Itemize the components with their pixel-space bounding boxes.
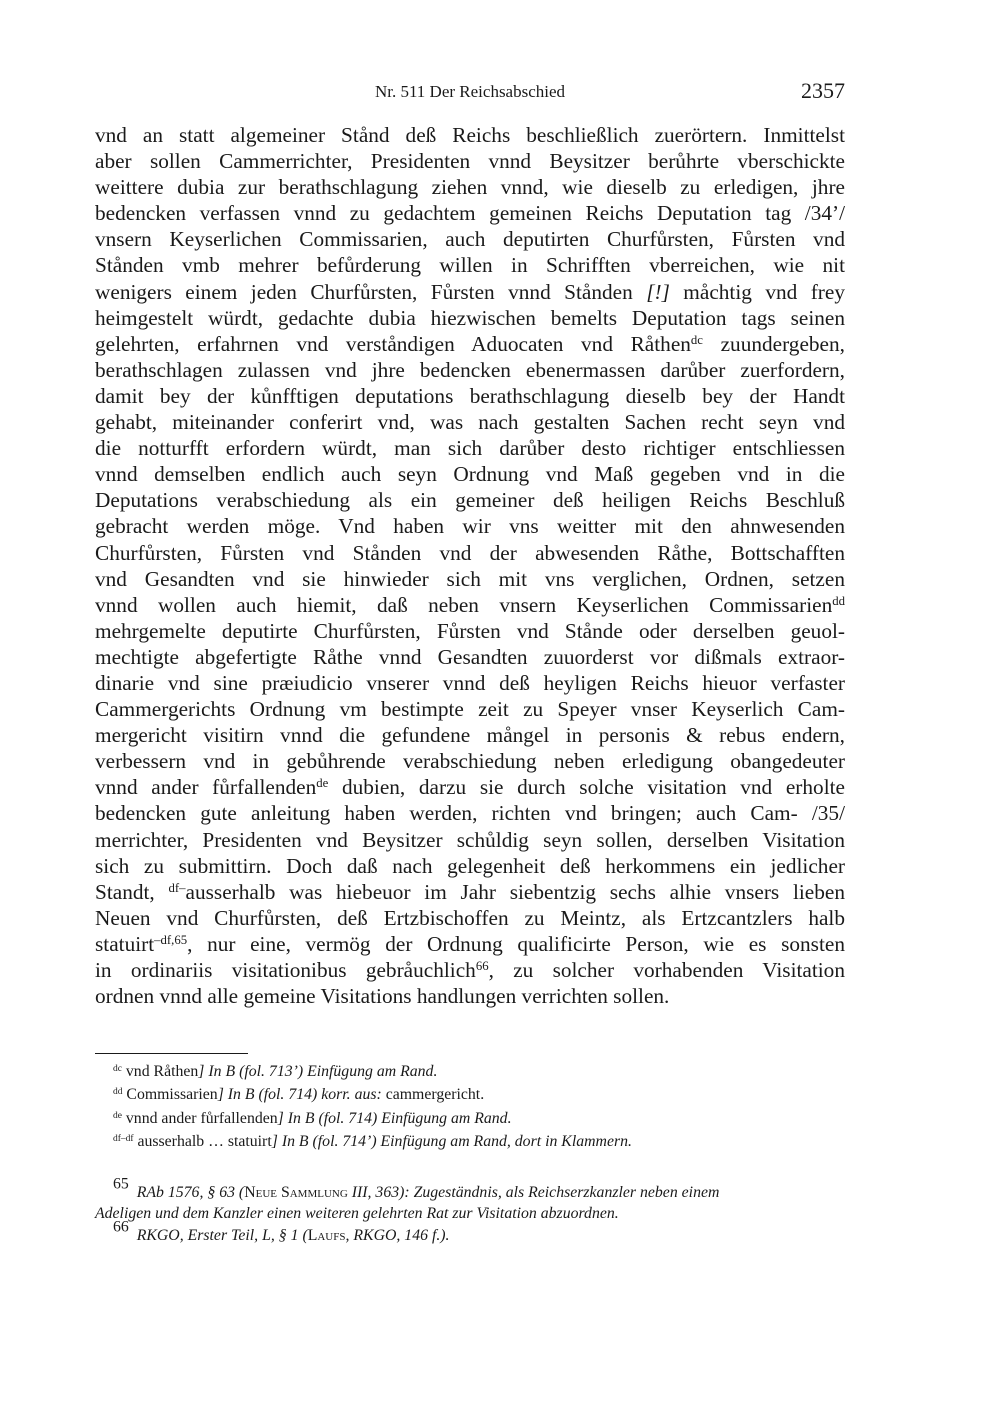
running-title: Nr. 511 Der Reichsabschied: [374, 82, 566, 101]
text-line: weittere dubia zur berathschlagung ziehen vnnd, wie dieselb zu erledigen, jhre: [95, 175, 845, 200]
text-line: merrichter, Presidenten vnd Beysitzer schůldig seyn sollen, derselben Visitation: [95, 827, 845, 852]
text-segment: , nur eine, vermög der Ordnung qualificirte Person, wie es sonsten: [187, 931, 845, 956]
apparatus-reading: cammergericht.: [381, 1086, 485, 1104]
footnote-66: [95, 1217, 845, 1246]
apparatus-mark: df–: [168, 880, 186, 895]
text-line: bedencken verfassen vnnd zu gedachtem gemeinen Reichs Deputation tag /34’/: [95, 201, 845, 226]
footnote-source: Neue Sammlung: [244, 1184, 348, 1201]
page-number: 2357: [801, 78, 845, 103]
text-line: vnnd demselben endlich auch seyn Ordnung vnd Maß gegeben vnd in die: [95, 462, 845, 487]
text-line: damit bey der kůnfftigen deputations berathschlagung dieselb bey der Handt: [95, 383, 845, 408]
text-line: [95, 331, 845, 357]
footnote-rule: [95, 1053, 248, 1054]
apparatus-lemma: ausserhalb … statuirt: [137, 1133, 272, 1151]
text-line: berathschlagen zulassen vnd jhre bedencken ebenermassen darůber zuerfordern,: [95, 357, 845, 382]
apparatus-lemma: Commissarien: [126, 1086, 218, 1104]
text-line: gebracht werden möge. Vnd haben wir vns weitter mit den ahnwesenden: [95, 514, 845, 539]
text-segment: måchtig vnd frey: [669, 279, 845, 304]
apparatus-entry: [95, 1060, 845, 1083]
apparatus-entry: [95, 1107, 845, 1130]
footnote-number: 65: [113, 1175, 129, 1193]
footnote-text: , RKGO, 146 f.).: [345, 1226, 450, 1244]
footnote-65: [95, 1175, 845, 1203]
text-line: [95, 279, 845, 305]
text-line: Stånden vmb mehrer befůrderung willen in Schrifften vberreichen, wie nit: [95, 253, 845, 278]
footnote-source: Laufs: [307, 1226, 346, 1244]
text-line: [95, 879, 845, 905]
text-line: Neuen vnd Churfůrsten, deß Ertzbischoffen zu Meintz, als Ertzcantzlers halb: [95, 905, 845, 930]
text-segment: zuundergeben,: [702, 331, 845, 356]
text-segment: vnnd ander fůrfallenden: [95, 775, 317, 800]
apparatus-note: ] In B (fol. 714’) Einfügung am Rand, dort in Klammern.: [271, 1133, 632, 1151]
text-segment: , zu solcher vorhabenden Visitation: [488, 958, 845, 982]
text-line: ordnen vnnd alle gemeine Visitations handlungen verrichten sollen.: [95, 984, 670, 1009]
critical-apparatus: [95, 1060, 845, 1154]
text-line: vnsern Keyserlichen Commissarien, auch deputirten Churfůrsten, Fůrsten vnd: [95, 227, 845, 252]
text-line: [95, 592, 845, 618]
text-segment: Standt,: [95, 879, 169, 904]
text-line: Churfůrsten, Fůrsten vnd Stånden vnd der abwesenden Råthe, Bottschafften: [95, 540, 845, 565]
text-line: dinarie vnd sine præiudicio vnserer vnnd deß heyligen Reichs hieuor verfaster: [95, 670, 845, 695]
text-line: bedencken gute anleitung haben werden, richten vnd bringen; auch Cam- /35/: [95, 801, 845, 826]
text-segment: wenigers einem jeden Churfůrsten, Fůrsten vnnd Stånden: [95, 279, 647, 304]
text-segment: gelehrten, erfahrnen vnd verståndigen Aduocaten vnd Råthen: [95, 331, 691, 356]
text-line: [95, 931, 845, 957]
text-line: mechtigte abgefertigte Råthe vnnd Gesandten zuuorderst vor dißmals extraor-: [95, 644, 845, 669]
text-segment: in ordinariis visitationibus gebråuchlich: [95, 958, 476, 982]
text-line: sich zu submittirn. Doch daß nach gelegenheit deß herkommens ein jedlicher: [95, 853, 845, 878]
footnote-65-continuation: Adeligen und dem Kanzler einen weiteren gelehrten Rat zur Visitation abzuordnen.: [95, 1205, 619, 1223]
apparatus-note: ] In B (fol. 714) Einfügung am Rand.: [277, 1109, 512, 1127]
text-line: verbessern vnd in gebůhrende verabschiedung neben erledigung obangedeuter: [95, 749, 845, 774]
apparatus-lemma: vnd Råthen: [125, 1063, 199, 1080]
apparatus-mark: dc: [690, 332, 703, 347]
apparatus-note: ] In B (fol. 713’) Einfügung am Rand.: [198, 1063, 438, 1080]
text-line: [95, 957, 845, 983]
text-line: aber sollen Cammerrichter, Presidenten vnnd Beysitzer berůhrte vberschickte: [95, 149, 845, 174]
text-segment: ausserhalb was hiebeuor im Jahr siebentzig sechs alhie vnsers lieben: [185, 879, 845, 904]
apparatus-entry-mark: dc: [113, 1063, 122, 1074]
text-line: die notturfft erfordern würdt, man sich darůber desto richtiger entschliessen: [95, 436, 845, 461]
footnotes: [95, 1175, 845, 1246]
apparatus-entry: [95, 1130, 845, 1153]
text-line: [95, 774, 845, 800]
apparatus-lemma: vnnd ander fůrfallenden: [125, 1109, 278, 1127]
footnote-text: III, 363): Zugeständnis, als Reichserzkanzler neben einem: [347, 1184, 720, 1201]
main-text: [95, 122, 845, 1009]
text-line: Cammergerichts Ordnung vm bestimpte zeit zu Speyer vnser Keyserlich Cam-: [95, 697, 845, 722]
apparatus-entry: [95, 1083, 845, 1106]
text-segment: dubien, darzu sie durch solche visitation vnd erholte: [328, 775, 845, 800]
apparatus-mark: de: [316, 776, 329, 791]
text-line: mehrgemelte deputirte Churfůrsten, Fůrsten vnd Stånde oder derselben geuol-: [95, 618, 845, 643]
text-line: mergericht visitirn vnnd die gefundene mångel in personis & rebus endern,: [95, 723, 845, 748]
apparatus-entry-mark: df–df: [113, 1133, 134, 1144]
text-line: heimgestelt würdt, gedachte dubia hiezwischen bemelts Deputation tags seinen: [95, 305, 845, 330]
apparatus-mark: dd: [832, 593, 845, 608]
footnote-text: RAb 1576, § 63 (: [136, 1184, 245, 1201]
footnote-number: 66: [113, 1217, 129, 1235]
text-line: vnd Gesandten vnd sie hinwieder sich mit vns verglichen, Ordnen, setzen: [95, 566, 845, 591]
editorial-mark: [!]: [646, 279, 670, 304]
apparatus-entry-mark: dd: [113, 1087, 123, 1098]
text-line: Deputations verabschiedung als ein gemeiner deß heiligen Reichs Beschluß: [95, 488, 845, 513]
page-header: [95, 78, 845, 108]
apparatus-mark: –df,65: [154, 932, 188, 947]
apparatus-note: ] In B (fol. 714) korr. aus:: [217, 1086, 382, 1104]
text-line: gehabt, miteinander conferirt vnd, was nach gestalten Sachen recht seyn vnd: [95, 410, 845, 435]
text-segment: statuirt: [95, 931, 155, 956]
text-segment: vnnd wollen auch hiemit, daß neben vnsern Keyserlichen Commissarien: [95, 592, 833, 617]
text-line: vnd an statt algemeiner Stånd deß Reichs beschließlich zuerörtern. Inmittelst: [95, 123, 845, 147]
footnote-mark: 66: [475, 958, 489, 973]
apparatus-entry-mark: de: [113, 1110, 122, 1121]
footnote-text: RKGO, Erster Teil, L, § 1 (: [136, 1226, 308, 1244]
